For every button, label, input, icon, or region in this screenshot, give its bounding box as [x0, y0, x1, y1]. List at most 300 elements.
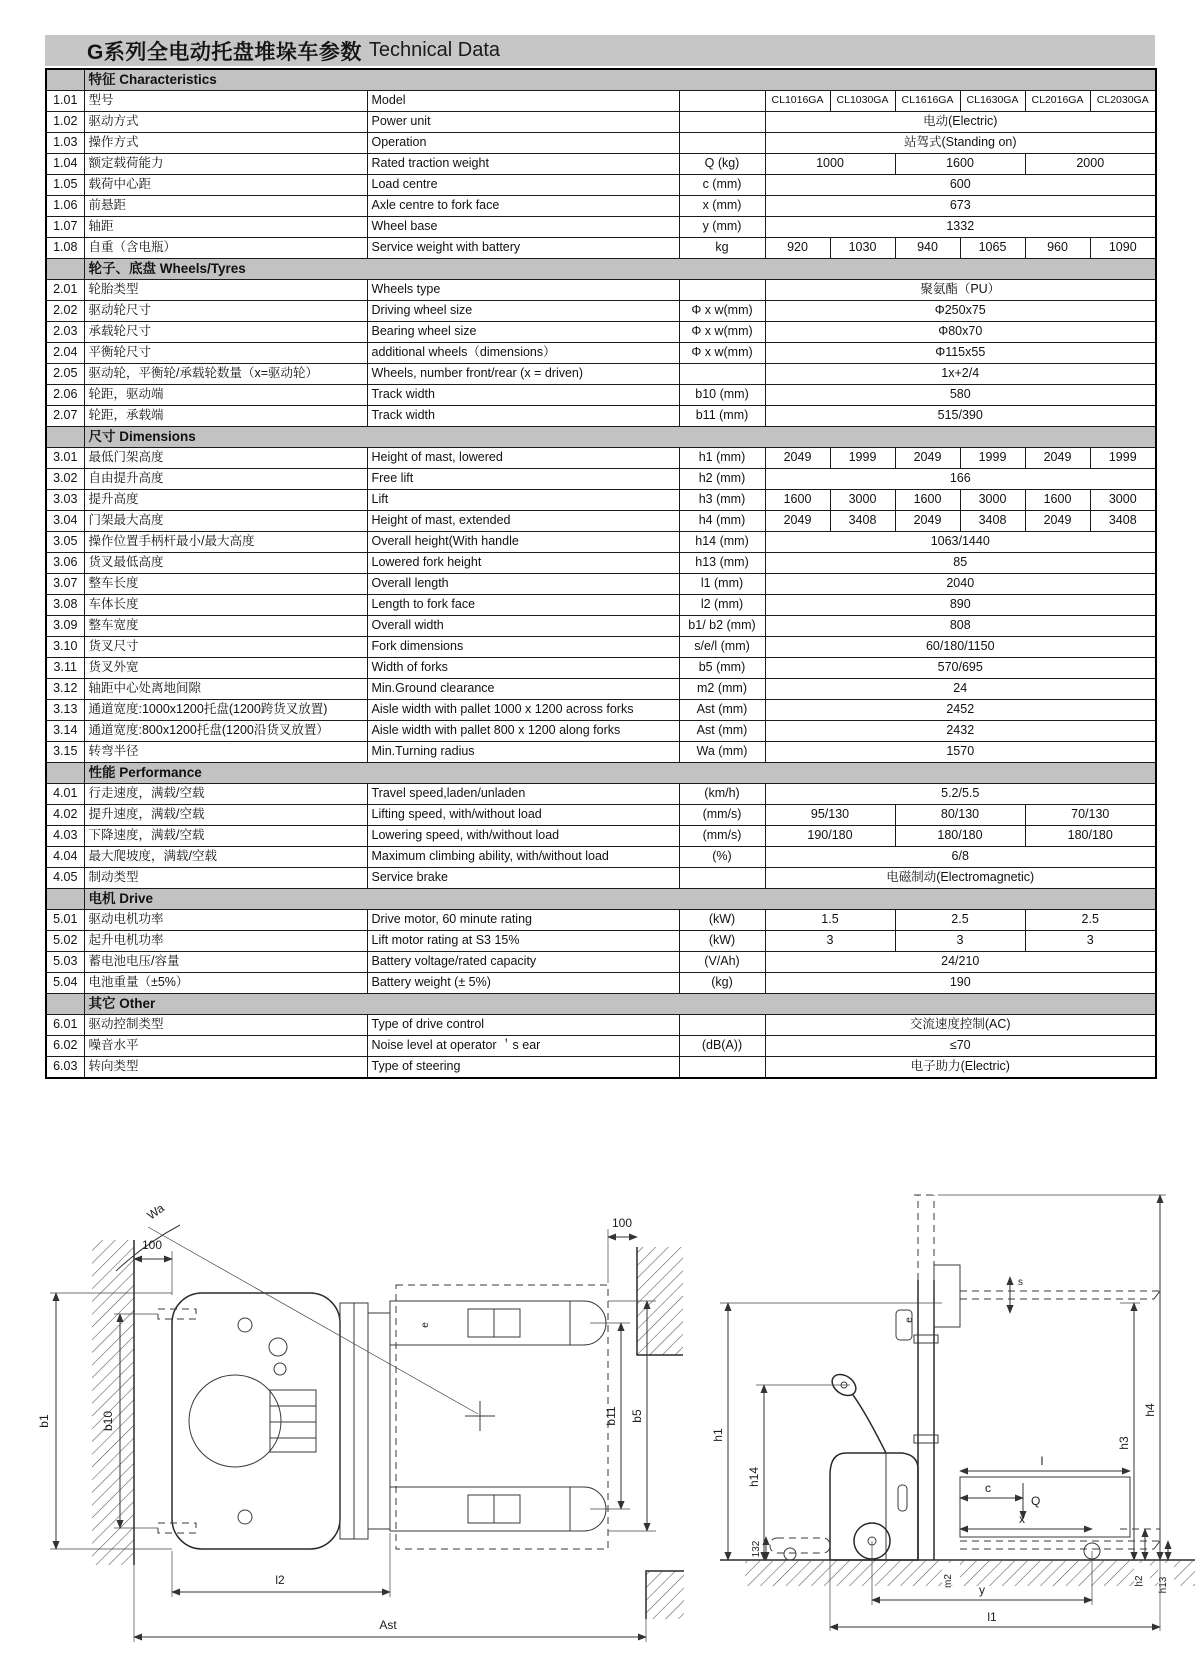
row-number: 5.04: [46, 973, 84, 994]
row-value: CL2030GA: [1090, 91, 1156, 112]
row-desc-en: Battery voltage/rated capacity: [367, 952, 679, 973]
row-number: 2.03: [46, 322, 84, 343]
row-desc-zh: 驱动电机功率: [84, 910, 367, 931]
section-header-label: 轮子、底盘 Wheels/Tyres: [84, 259, 1156, 280]
spec-row: [46, 196, 1156, 217]
row-value: 1.5: [765, 910, 895, 931]
row-value: 1000: [765, 154, 895, 175]
row-desc-en: Wheels, number front/rear (x = driven): [367, 364, 679, 385]
spec-row: [46, 280, 1156, 301]
row-value: 1600: [895, 154, 1025, 175]
page-title: [45, 35, 1155, 66]
row-unit: l2 (mm): [679, 595, 765, 616]
row-value: 2452: [765, 700, 1156, 721]
row-value: 2049: [765, 511, 830, 532]
row-value: CL2016GA: [1025, 91, 1090, 112]
row-desc-zh: 轴距中心处离地间隙: [84, 679, 367, 700]
row-unit: [679, 868, 765, 889]
dim-label-b11: b11: [604, 1406, 618, 1426]
row-number: 3.05: [46, 532, 84, 553]
section-header-spacer: [46, 259, 84, 280]
side-view-drawing: [690, 1185, 1200, 1653]
row-number: 4.01: [46, 784, 84, 805]
row-value: 190: [765, 973, 1156, 994]
row-desc-en: Operation: [367, 133, 679, 154]
row-value: 1600: [1025, 490, 1090, 511]
row-value: 2049: [895, 448, 960, 469]
dim-label-x: x: [1019, 1512, 1025, 1526]
row-value: 站驾式(Standing on): [765, 133, 1156, 154]
row-value: 3408: [960, 511, 1025, 532]
row-value: 960: [1025, 238, 1090, 259]
row-desc-en: Model: [367, 91, 679, 112]
row-value: 1600: [765, 490, 830, 511]
dim-label-c: c: [985, 1481, 991, 1495]
row-desc-zh: 起升电机功率: [84, 931, 367, 952]
spec-table-body: [46, 69, 1156, 1078]
row-unit: (mm/s): [679, 826, 765, 847]
row-number: 5.03: [46, 952, 84, 973]
row-unit: h13 (mm): [679, 553, 765, 574]
spec-row: [46, 91, 1156, 112]
row-value: 聚氨酯（PU）: [765, 280, 1156, 301]
row-desc-en: Aisle width with pallet 800 x 1200 along forks: [367, 721, 679, 742]
spec-row: [46, 826, 1156, 847]
spec-row: [46, 154, 1156, 175]
row-unit: (dB(A)): [679, 1036, 765, 1057]
row-desc-zh: 驱动轮尺寸: [84, 301, 367, 322]
row-desc-zh: 自重（含电瓶）: [84, 238, 367, 259]
row-value: 166: [765, 469, 1156, 490]
row-value: 1999: [830, 448, 895, 469]
row-unit: x (mm): [679, 196, 765, 217]
row-desc-zh: 额定载荷能力: [84, 154, 367, 175]
dim-label-l2: l2: [275, 1573, 285, 1587]
row-desc-zh: 通道宽度:800x1200托盘(1200沿货叉放置）: [84, 721, 367, 742]
row-desc-en: Service brake: [367, 868, 679, 889]
row-desc-en: Type of drive control: [367, 1015, 679, 1036]
section-header-label: 性能 Performance: [84, 763, 1156, 784]
row-value: 600: [765, 175, 1156, 196]
row-value: 1030: [830, 238, 895, 259]
row-value: 180/180: [1025, 826, 1156, 847]
row-desc-en: Length to fork face: [367, 595, 679, 616]
row-desc-en: Axle centre to fork face: [367, 196, 679, 217]
row-number: 4.03: [46, 826, 84, 847]
row-desc-en: Battery weight (± 5%): [367, 973, 679, 994]
row-unit: m2 (mm): [679, 679, 765, 700]
row-unit: [679, 364, 765, 385]
dim-label-ast: Ast: [379, 1618, 397, 1632]
spec-row: [46, 301, 1156, 322]
spec-row: [46, 1015, 1156, 1036]
row-value: Φ80x70: [765, 322, 1156, 343]
row-number: 3.13: [46, 700, 84, 721]
row-desc-en: Lifting speed, with/without load: [367, 805, 679, 826]
row-unit: (km/h): [679, 784, 765, 805]
spec-row: [46, 805, 1156, 826]
row-number: 5.02: [46, 931, 84, 952]
row-value: 1063/1440: [765, 532, 1156, 553]
spec-row: [46, 931, 1156, 952]
spec-row: [46, 721, 1156, 742]
spec-row: [46, 1036, 1156, 1057]
row-unit: c (mm): [679, 175, 765, 196]
row-value: 890: [765, 595, 1156, 616]
section-header-spacer: [46, 889, 84, 910]
row-value: 电子助力(Electric): [765, 1057, 1156, 1079]
row-desc-zh: 轮距，驱动端: [84, 385, 367, 406]
dim-label-b1: b1: [37, 1414, 51, 1428]
row-desc-en: Fork dimensions: [367, 637, 679, 658]
row-unit: [679, 112, 765, 133]
spec-row: [46, 133, 1156, 154]
spec-row: [46, 616, 1156, 637]
row-value: 920: [765, 238, 830, 259]
row-number: 3.11: [46, 658, 84, 679]
row-desc-zh: 整车长度: [84, 574, 367, 595]
spec-row: [46, 637, 1156, 658]
row-desc-zh: 行走速度，满载/空载: [84, 784, 367, 805]
spec-row: [46, 784, 1156, 805]
spec-row: [46, 511, 1156, 532]
dim-label-h13: h13: [1158, 1576, 1169, 1594]
row-value: CL1630GA: [960, 91, 1025, 112]
row-value: 1570: [765, 742, 1156, 763]
row-unit: Ast (mm): [679, 700, 765, 721]
row-desc-zh: 轴距: [84, 217, 367, 238]
row-value: 5.2/5.5: [765, 784, 1156, 805]
row-number: 2.01: [46, 280, 84, 301]
spec-row: [46, 406, 1156, 427]
row-desc-zh: 驱动控制类型: [84, 1015, 367, 1036]
row-desc-zh: 型号: [84, 91, 367, 112]
row-unit: [679, 133, 765, 154]
row-unit: (V/Ah): [679, 952, 765, 973]
row-value: CL1616GA: [895, 91, 960, 112]
row-unit: [679, 91, 765, 112]
spec-row: [46, 847, 1156, 868]
row-unit: s/e/l (mm): [679, 637, 765, 658]
section-header-label: 电机 Drive: [84, 889, 1156, 910]
row-number: 3.08: [46, 595, 84, 616]
section-header-spacer: [46, 427, 84, 448]
row-unit: b1/ b2 (mm): [679, 616, 765, 637]
row-value: 24: [765, 679, 1156, 700]
row-number: 3.10: [46, 637, 84, 658]
spec-row: [46, 868, 1156, 889]
row-number: 4.02: [46, 805, 84, 826]
row-value: 3000: [830, 490, 895, 511]
row-number: 1.05: [46, 175, 84, 196]
row-desc-en: Bearing wheel size: [367, 322, 679, 343]
row-desc-zh: 驱动方式: [84, 112, 367, 133]
dim-label-b10: b10: [101, 1410, 115, 1432]
row-number: 6.03: [46, 1057, 84, 1079]
section-header-row: [46, 259, 1156, 280]
dim-label-s: s: [1018, 1277, 1023, 1288]
row-number: 4.05: [46, 868, 84, 889]
row-value: 1600: [895, 490, 960, 511]
row-value: 24/210: [765, 952, 1156, 973]
row-unit: (mm/s): [679, 805, 765, 826]
row-unit: [679, 280, 765, 301]
spec-row: [46, 742, 1156, 763]
row-number: 3.14: [46, 721, 84, 742]
row-desc-en: Free lift: [367, 469, 679, 490]
row-desc-zh: 承载轮尺寸: [84, 322, 367, 343]
row-value: 2.5: [895, 910, 1025, 931]
row-number: 3.01: [46, 448, 84, 469]
row-number: 6.02: [46, 1036, 84, 1057]
row-value: 515/390: [765, 406, 1156, 427]
row-desc-zh: 前悬距: [84, 196, 367, 217]
row-desc-zh: 最低门架高度: [84, 448, 367, 469]
row-value: CL1030GA: [830, 91, 895, 112]
row-number: 3.02: [46, 469, 84, 490]
row-unit: [679, 1015, 765, 1036]
spec-row: [46, 952, 1156, 973]
row-number: 2.05: [46, 364, 84, 385]
row-value: 1065: [960, 238, 1025, 259]
row-desc-en: Lift: [367, 490, 679, 511]
row-value: 电磁制动(Electromagnetic): [765, 868, 1156, 889]
spec-row: [46, 343, 1156, 364]
row-desc-en: Lowering speed, with/without load: [367, 826, 679, 847]
dim-label-100-right: 100: [611, 1216, 633, 1230]
section-header-label: 尺寸 Dimensions: [84, 427, 1156, 448]
spec-row: [46, 322, 1156, 343]
spec-row: [46, 1057, 1156, 1079]
row-desc-zh: 平衡轮尺寸: [84, 343, 367, 364]
dim-label-h4: h4: [1143, 1403, 1157, 1417]
row-value: 1x+2/4: [765, 364, 1156, 385]
row-unit: h3 (mm): [679, 490, 765, 511]
row-value: 180/180: [895, 826, 1025, 847]
row-unit: kg: [679, 238, 765, 259]
row-unit: l1 (mm): [679, 574, 765, 595]
dim-label-h3: h3: [1117, 1436, 1131, 1450]
row-desc-en: Power unit: [367, 112, 679, 133]
row-value: 3408: [1090, 511, 1156, 532]
spec-row: [46, 532, 1156, 553]
row-unit: h2 (mm): [679, 469, 765, 490]
row-desc-en: Lowered fork height: [367, 553, 679, 574]
row-desc-zh: 提升高度: [84, 490, 367, 511]
row-desc-en: Overall width: [367, 616, 679, 637]
row-unit: h1 (mm): [679, 448, 765, 469]
row-desc-zh: 驱动轮，平衡轮/承载轮数量（x=驱动轮）: [84, 364, 367, 385]
row-unit: (kW): [679, 910, 765, 931]
row-number: 2.06: [46, 385, 84, 406]
row-desc-zh: 最大爬坡度，满载/空载: [84, 847, 367, 868]
row-desc-en: Maximum climbing ability, with/without load: [367, 847, 679, 868]
section-header-row: [46, 69, 1156, 91]
row-unit: (kW): [679, 931, 765, 952]
row-desc-en: Min.Turning radius: [367, 742, 679, 763]
spec-row: [46, 112, 1156, 133]
row-desc-en: Wheels type: [367, 280, 679, 301]
row-unit: b11 (mm): [679, 406, 765, 427]
row-desc-en: Track width: [367, 406, 679, 427]
row-number: 2.02: [46, 301, 84, 322]
row-desc-en: Track width: [367, 385, 679, 406]
section-header-row: [46, 427, 1156, 448]
row-unit: (%): [679, 847, 765, 868]
page-title-en: Technical Data: [368, 39, 501, 61]
row-number: 3.06: [46, 553, 84, 574]
section-header-label: 其它 Other: [84, 994, 1156, 1015]
side-view-truck-body: [770, 1370, 918, 1560]
dim-label-l1: l1: [987, 1610, 997, 1624]
row-value: 交流速度控制(AC): [765, 1015, 1156, 1036]
spec-row: [46, 679, 1156, 700]
section-header-label: 特征 Characteristics: [84, 69, 1156, 91]
row-value: 2049: [765, 448, 830, 469]
top-view-truck-body: [158, 1293, 340, 1549]
row-unit: b5 (mm): [679, 658, 765, 679]
row-desc-en: Noise level at operator ＇s ear: [367, 1036, 679, 1057]
page-title-zh: G系列全电动托盘堆垛车参数: [87, 40, 362, 64]
row-desc-en: Load centre: [367, 175, 679, 196]
row-number: 1.03: [46, 133, 84, 154]
side-view-mast: [896, 1195, 938, 1560]
row-number: 1.07: [46, 217, 84, 238]
row-value: 85: [765, 553, 1156, 574]
row-value: 电动(Electric): [765, 112, 1156, 133]
dim-label-h2: h2: [1134, 1575, 1145, 1587]
row-value: 3000: [1090, 490, 1156, 511]
spec-row: [46, 490, 1156, 511]
spec-row: [46, 469, 1156, 490]
dim-label-l: l: [1040, 1454, 1044, 1468]
dim-label-h14: h14: [747, 1466, 761, 1488]
row-value: 2000: [1025, 154, 1156, 175]
section-header-row: [46, 889, 1156, 910]
row-value: 190/180: [765, 826, 895, 847]
dim-label-e: e: [420, 1322, 431, 1328]
row-unit: Φ x w(mm): [679, 322, 765, 343]
row-unit: b10 (mm): [679, 385, 765, 406]
dim-label-y: y: [979, 1583, 985, 1597]
row-number: 2.04: [46, 343, 84, 364]
row-desc-zh: 转向类型: [84, 1057, 367, 1079]
dim-label-q: Q: [1031, 1494, 1041, 1508]
spec-row: [46, 574, 1156, 595]
dim-label-h1: h1: [711, 1428, 725, 1442]
row-number: 3.04: [46, 511, 84, 532]
row-desc-en: Min.Ground clearance: [367, 679, 679, 700]
row-desc-en: Driving wheel size: [367, 301, 679, 322]
row-number: 1.08: [46, 238, 84, 259]
row-desc-zh: 轮距，承载端: [84, 406, 367, 427]
row-desc-en: Overall height(With handle: [367, 532, 679, 553]
spec-row: [46, 238, 1156, 259]
row-desc-zh: 轮胎类型: [84, 280, 367, 301]
spec-row: [46, 595, 1156, 616]
row-value: 60/180/1150: [765, 637, 1156, 658]
row-value: ≤70: [765, 1036, 1156, 1057]
row-desc-en: Aisle width with pallet 1000 x 1200 across forks: [367, 700, 679, 721]
dim-label-100-left: 100: [141, 1238, 163, 1252]
row-desc-zh: 车体长度: [84, 595, 367, 616]
row-desc-en: Type of steering: [367, 1057, 679, 1079]
row-number: 3.15: [46, 742, 84, 763]
spec-table: [45, 68, 1157, 1079]
row-unit: Wa (mm): [679, 742, 765, 763]
row-value: 3408: [830, 511, 895, 532]
row-value: 2049: [1025, 511, 1090, 532]
row-number: 3.09: [46, 616, 84, 637]
row-value: 1999: [1090, 448, 1156, 469]
row-desc-en: Drive motor, 60 minute rating: [367, 910, 679, 931]
row-unit: (kg): [679, 973, 765, 994]
row-value: 80/130: [895, 805, 1025, 826]
row-desc-zh: 门架最大高度: [84, 511, 367, 532]
row-desc-zh: 通道宽度:1000x1200托盘(1200跨货叉放置): [84, 700, 367, 721]
row-desc-zh: 转弯半径: [84, 742, 367, 763]
row-value: 2432: [765, 721, 1156, 742]
row-desc-en: Height of mast, lowered: [367, 448, 679, 469]
row-desc-zh: 噪音水平: [84, 1036, 367, 1057]
row-value: 2049: [895, 511, 960, 532]
row-value: 3000: [960, 490, 1025, 511]
row-desc-zh: 自由提升高度: [84, 469, 367, 490]
row-number: 1.04: [46, 154, 84, 175]
row-value: 673: [765, 196, 1156, 217]
row-unit: Φ x w(mm): [679, 301, 765, 322]
row-desc-zh: 下降速度，满载/空载: [84, 826, 367, 847]
dim-label-m2: m2: [943, 1574, 954, 1588]
row-value: 3: [765, 931, 895, 952]
section-header-row: [46, 763, 1156, 784]
row-desc-zh: 蓄电池电压/容量: [84, 952, 367, 973]
row-number: 6.01: [46, 1015, 84, 1036]
section-header-row: [46, 994, 1156, 1015]
row-value: 2049: [1025, 448, 1090, 469]
row-desc-zh: 电池重量（±5%）: [84, 973, 367, 994]
spec-row: [46, 910, 1156, 931]
top-view-drawing: [30, 1185, 690, 1653]
row-desc-en: Wheel base: [367, 217, 679, 238]
row-value: CL1016GA: [765, 91, 830, 112]
row-value: 570/695: [765, 658, 1156, 679]
dim-label-wa: Wa: [144, 1200, 167, 1223]
row-number: 1.06: [46, 196, 84, 217]
row-desc-zh: 货叉外宽: [84, 658, 367, 679]
row-value: 3: [895, 931, 1025, 952]
row-desc-en: Rated traction weight: [367, 154, 679, 175]
row-value: 940: [895, 238, 960, 259]
row-desc-zh: 操作方式: [84, 133, 367, 154]
spec-row: [46, 175, 1156, 196]
row-value: 6/8: [765, 847, 1156, 868]
dim-label-e-side: e: [904, 1317, 915, 1323]
row-desc-en: Service weight with battery: [367, 238, 679, 259]
row-value: 70/130: [1025, 805, 1156, 826]
row-value: 1999: [960, 448, 1025, 469]
spec-row: [46, 364, 1156, 385]
spec-row: [46, 973, 1156, 994]
row-value: 95/130: [765, 805, 895, 826]
row-desc-zh: 货叉最低高度: [84, 553, 367, 574]
row-unit: h14 (mm): [679, 532, 765, 553]
row-unit: Ast (mm): [679, 721, 765, 742]
row-unit: Φ x w(mm): [679, 343, 765, 364]
row-value: 2.5: [1025, 910, 1156, 931]
spec-row: [46, 217, 1156, 238]
row-number: 3.12: [46, 679, 84, 700]
